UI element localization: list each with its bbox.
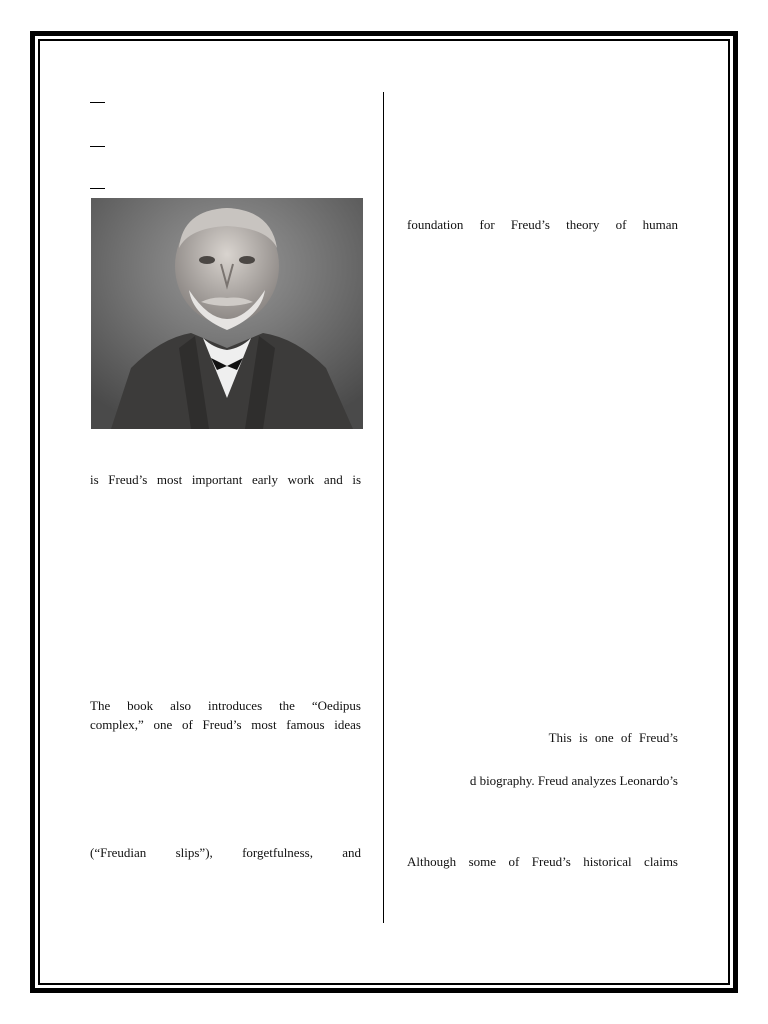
dash-mark-1: [90, 102, 105, 103]
left-paragraph-2-line-2: complex,” one of Freud’s most famous ideas: [90, 717, 361, 732]
dash-mark-2: [90, 146, 105, 147]
dash-mark-3: [90, 188, 105, 189]
column-divider: [383, 92, 384, 923]
right-paragraph-1: foundation for Freud’s theory of human: [407, 217, 678, 232]
right-paragraph-2: This is one of Freud’s: [548, 730, 678, 745]
left-paragraph-1: is Freud’s most important early work and is: [90, 472, 361, 487]
left-paragraph-2-line-1: The book also introduces the “Oedipus: [90, 698, 361, 713]
portrait-photo: [91, 198, 363, 429]
right-paragraph-3: d biography. Freud analyzes Leonardo’s: [469, 773, 678, 788]
left-paragraph-3: (“Freudian slips”), forgetfulness, and: [90, 845, 361, 860]
right-paragraph-4: Although some of Freud’s historical claims: [407, 854, 678, 869]
